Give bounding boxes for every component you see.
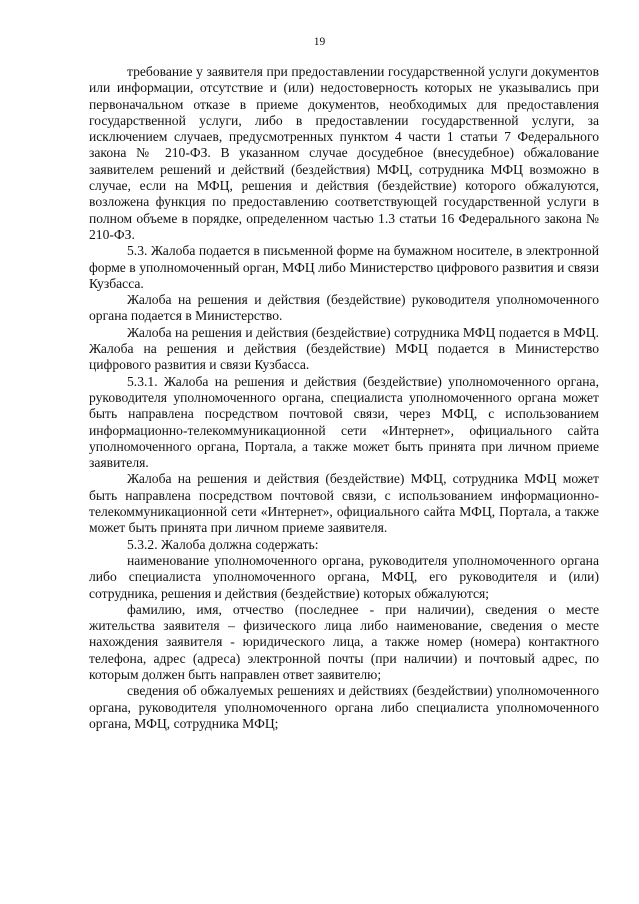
paragraph-5-3: 5.3. Жалоба подается в письменной форме на бумажном носителе, в электронной форме в уполномоченный орган, МФЦ либо Министерство цифрового развития и связи Кузбасса. [89,243,599,291]
paragraph-item-decisions: сведения об обжалуемых решениях и действиях (бездействии) уполномоченного органа, руководителя уполномоченного органа либо специалиста уполномоченного органа, МФЦ, сотрудника МФЦ; [89,683,599,731]
paragraph-complaint-head: Жалоба на решения и действия (бездействие) руководителя уполномоченного органа подается в Министерство. [89,292,599,324]
page-number: 19 [313,36,326,48]
paragraph-5-3-2: 5.3.2. Жалоба должна содержать: [127,536,319,552]
paragraph-item-name: наименование уполномоченного органа, руководителя уполномоченного органа либо специалиста уполномоченного органа, МФЦ, его руководителя и (или) сотрудника, решения и действия (бездействие) которых обжалуются; [89,552,599,601]
paragraph-5-3-1: 5.3.1. Жалоба на решения и действия (бездействие) уполномоченного органа, руководителя уполномоченного органа, специалиста уполномоченного органа может быть направлена посредством почтовой связи, через МФЦ, с использованием информационно-телекоммуникационной сети «Интернет», официального сайта уполномоченного органа, Портала, а также может быть принята при личном приеме заявителя. [89,373,599,471]
paragraph-1: требование у заявителя при предоставлении государственной услуги документов или информации, отсутствие и (или) недостоверность которых не указывались при первоначальном отказе в приеме документов, необходимых для предоставления государственной услуги, либо в предоставлении государственной услуги, за исключением случаев, предусмотренных пунктом 4 части 1 статьи 7 Федерального закона № 210-ФЗ. В указанном случае досудебное (внесудебное) обжалование заявителем решений и действий (бездействия) МФЦ, сотрудника МФЦ возможно в случае, если на МФЦ, решения и действия (бездействие) которого обжалуются, возложена функция по предоставлению соответствующей государственной услуги в полном объеме в порядке, определенном частью 1.3 статьи 16 Федерального закона № 210-ФЗ. [89,64,599,242]
paragraph-complaint-mfc: Жалоба на решения и действия (бездействие) сотрудника МФЦ подается в МФЦ. Жалоба на решения и действия (бездействие) МФЦ подается в Министерство цифрового развития и связи Кузбасса. [89,324,599,373]
paragraph-mfc-channels: Жалоба на решения и действия (бездействие) МФЦ, сотрудника МФЦ может быть направлена посредством почтовой связи, с использованием информационно-телекоммуникационной сети «Интернет», официального сайта МФЦ, Портала, а также может быть принята при личном приеме заявителя. [89,471,599,536]
paragraph-item-applicant: фамилию, имя, отчество (последнее - при наличии), сведения о месте жительства заявителя – физического лица либо наименование, сведения о месте нахождения заявителя - юридического лица, а также номер (номера) контактного телефона, адрес (адреса) электронной почты (при наличии) и почтовый адрес, по которым должен быть направлен ответ заявителю; [89,601,599,682]
document-body [89,64,599,732]
